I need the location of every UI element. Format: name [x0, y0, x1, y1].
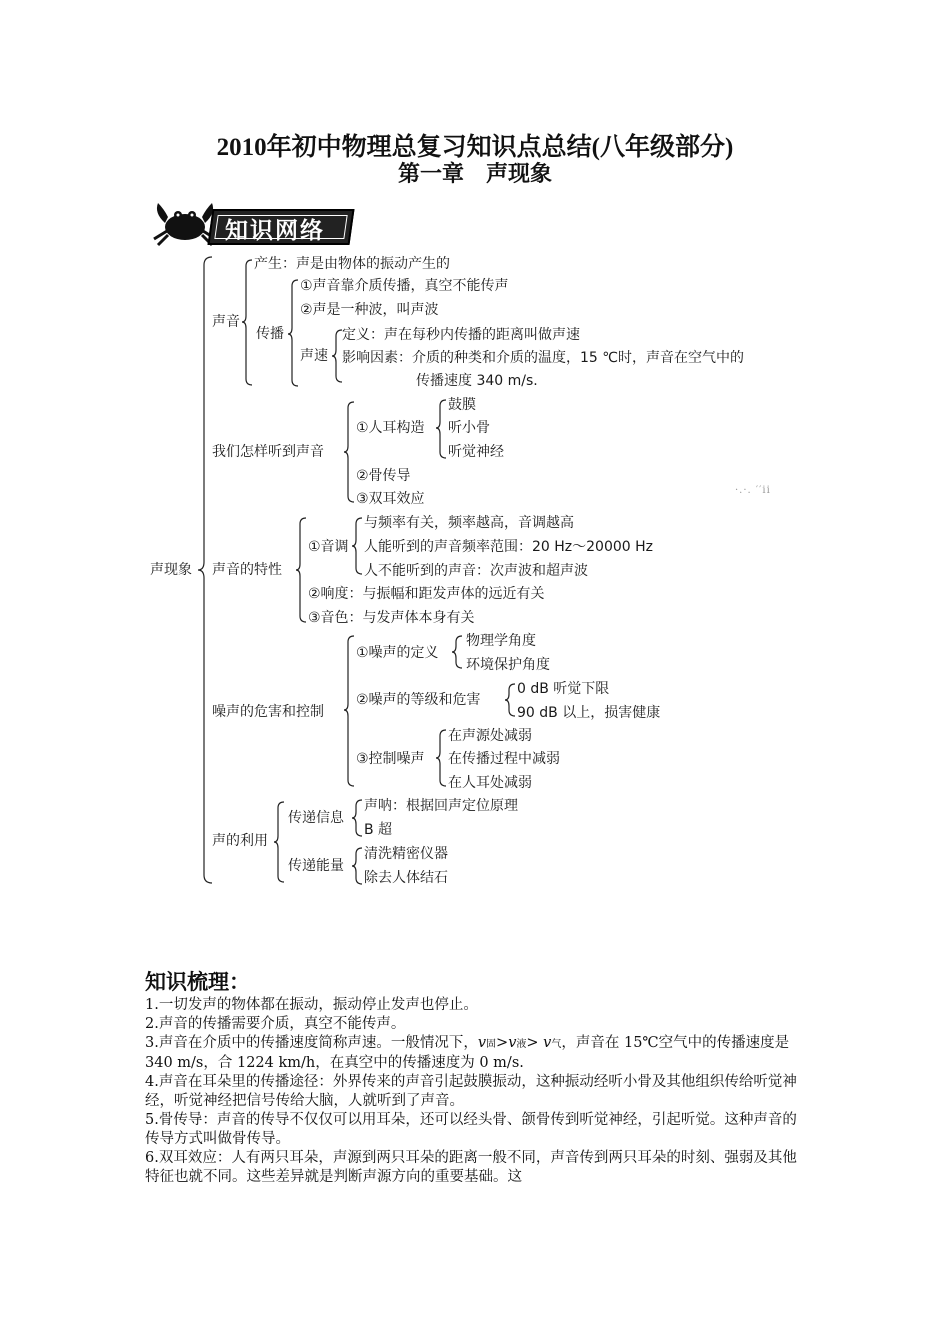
- node-traits: 声音的特性: [212, 562, 282, 578]
- hearing-binaural: ③双耳效应: [356, 491, 425, 507]
- ear-part: 听觉神经: [448, 444, 504, 460]
- node-sound-produce: 产生：声是由物体的振动产生的: [254, 256, 450, 272]
- subscript: 液: [516, 1039, 527, 1050]
- speed-factor: 影响因素：介质的种类和介质的温度，15 ℃时，声音在空气中的: [342, 350, 744, 366]
- chapter-title: 第一章 声现象: [397, 161, 552, 186]
- speed-factor-cont: 传播速度 340 m/s.: [416, 373, 538, 389]
- page-title: 2010年初中物理总复习知识点总结(八年级部分): [216, 134, 734, 161]
- ear-part: 鼓膜: [448, 397, 476, 413]
- noise-control: ③控制噪声: [356, 751, 425, 767]
- noise-level-item: 0 dB 听觉下限: [517, 681, 610, 697]
- velocity-symbol: v: [508, 1035, 517, 1051]
- greater-than: >: [496, 1035, 509, 1051]
- hearing-bone: ②骨传导: [356, 468, 411, 484]
- noise-definition: ①噪声的定义: [356, 645, 439, 661]
- use-energy-item: 清洗精密仪器: [364, 846, 448, 862]
- greater-than: >: [526, 1035, 544, 1051]
- noise-control-item: 在人耳处减弱: [448, 775, 532, 791]
- scan-smudge: ·.·. ′′ii: [735, 485, 771, 496]
- use-energy: 传递能量: [288, 858, 344, 874]
- review-item: 5.骨传导：声音的传导不仅仅可以用耳朵，还可以经头骨、颌骨传到听觉神经，引起听觉。这种声音的传导方式叫做骨传导。: [145, 1112, 797, 1147]
- spread-item: ①声音靠介质传播，真空不能传声: [300, 278, 509, 294]
- traits-timbre: ③音色：与发声体本身有关: [308, 610, 475, 626]
- mindmap-root: 声现象: [150, 562, 192, 578]
- review-heading: 知识梳理：: [145, 970, 250, 994]
- noise-def-item: 环境保护角度: [466, 657, 550, 673]
- traits-pitch: ①音调: [308, 539, 349, 555]
- subscript: 气: [551, 1039, 562, 1050]
- spread-item: ②声是一种波，叫声波: [300, 302, 439, 318]
- review-item: [145, 1034, 810, 1073]
- use-energy-item: 除去人体结石: [364, 870, 448, 886]
- node-spread: 传播: [256, 326, 284, 342]
- noise-control-item: 在声源处减弱: [448, 728, 532, 744]
- subscript: 固: [486, 1039, 497, 1050]
- use-info: 传递信息: [288, 810, 344, 826]
- review-paragraphs: [145, 996, 810, 1187]
- pitch-item: 人能听到的声音频率范围：20 Hz～20000 Hz: [364, 539, 654, 555]
- traits-loudness: ②响度：与振幅和距发声体的远近有关: [308, 586, 545, 602]
- use-info-item: B 超: [364, 822, 393, 838]
- node-speed: 声速: [300, 348, 328, 364]
- review-text: ，声音在 15℃空气中的传播速度是 340 m/s，合 1224 km/h，在真空中的传播速度为 0 m/s.: [145, 1035, 790, 1071]
- noise-def-item: 物理学角度: [466, 633, 536, 649]
- noise-level-item: 90 dB 以上，损害健康: [517, 705, 661, 721]
- speed-definition: 定义：声在每秒内传播的距离叫做声速: [342, 327, 580, 343]
- ear-part: 听小骨: [448, 420, 490, 436]
- noise-control-item: 在传播过程中减弱: [448, 751, 560, 767]
- banner-label: 知识网络: [225, 218, 325, 244]
- node-hearing: 我们怎样听到声音: [212, 444, 324, 460]
- pitch-item: 人不能听到的声音：次声波和超声波: [364, 563, 588, 579]
- pitch-item: 与频率有关，频率越高，音调越高: [364, 515, 574, 531]
- review-item: 6.双耳效应：人有两只耳朵，声源到两只耳朵的距离一般不同，声音传到两只耳朵的时刻、强弱及其他特征也就不同。这些差异就是判断声源方向的重要基础。这: [145, 1150, 797, 1185]
- noise-levels: ②噪声的等级和危害: [356, 692, 481, 708]
- review-item: 2.声音的传播需要介质，真空不能传声。: [145, 1016, 406, 1032]
- use-info-item: 声呐：根据回声定位原理: [364, 798, 518, 814]
- review-item: 4.声音在耳朵里的传播途径：外界传来的声音引起鼓膜振动，这种振动经听小骨及其他组织传给听觉神经，听觉神经把信号传给大脑，人就听到了声音。: [145, 1074, 797, 1109]
- velocity-symbol: v: [477, 1035, 487, 1051]
- review-item: 1.一切发声的物体都在振动，振动停止发声也停止。: [145, 997, 478, 1013]
- hearing-ear: ①人耳构造: [356, 420, 425, 436]
- node-noise: 噪声的危害和控制: [212, 704, 324, 720]
- review-text: 3.声音在介质中的传播速度简称声速。一般情况下，: [145, 1035, 478, 1051]
- node-sound: 声音: [212, 314, 240, 330]
- velocity-symbol: v: [543, 1035, 552, 1051]
- node-use: 声的利用: [212, 833, 268, 849]
